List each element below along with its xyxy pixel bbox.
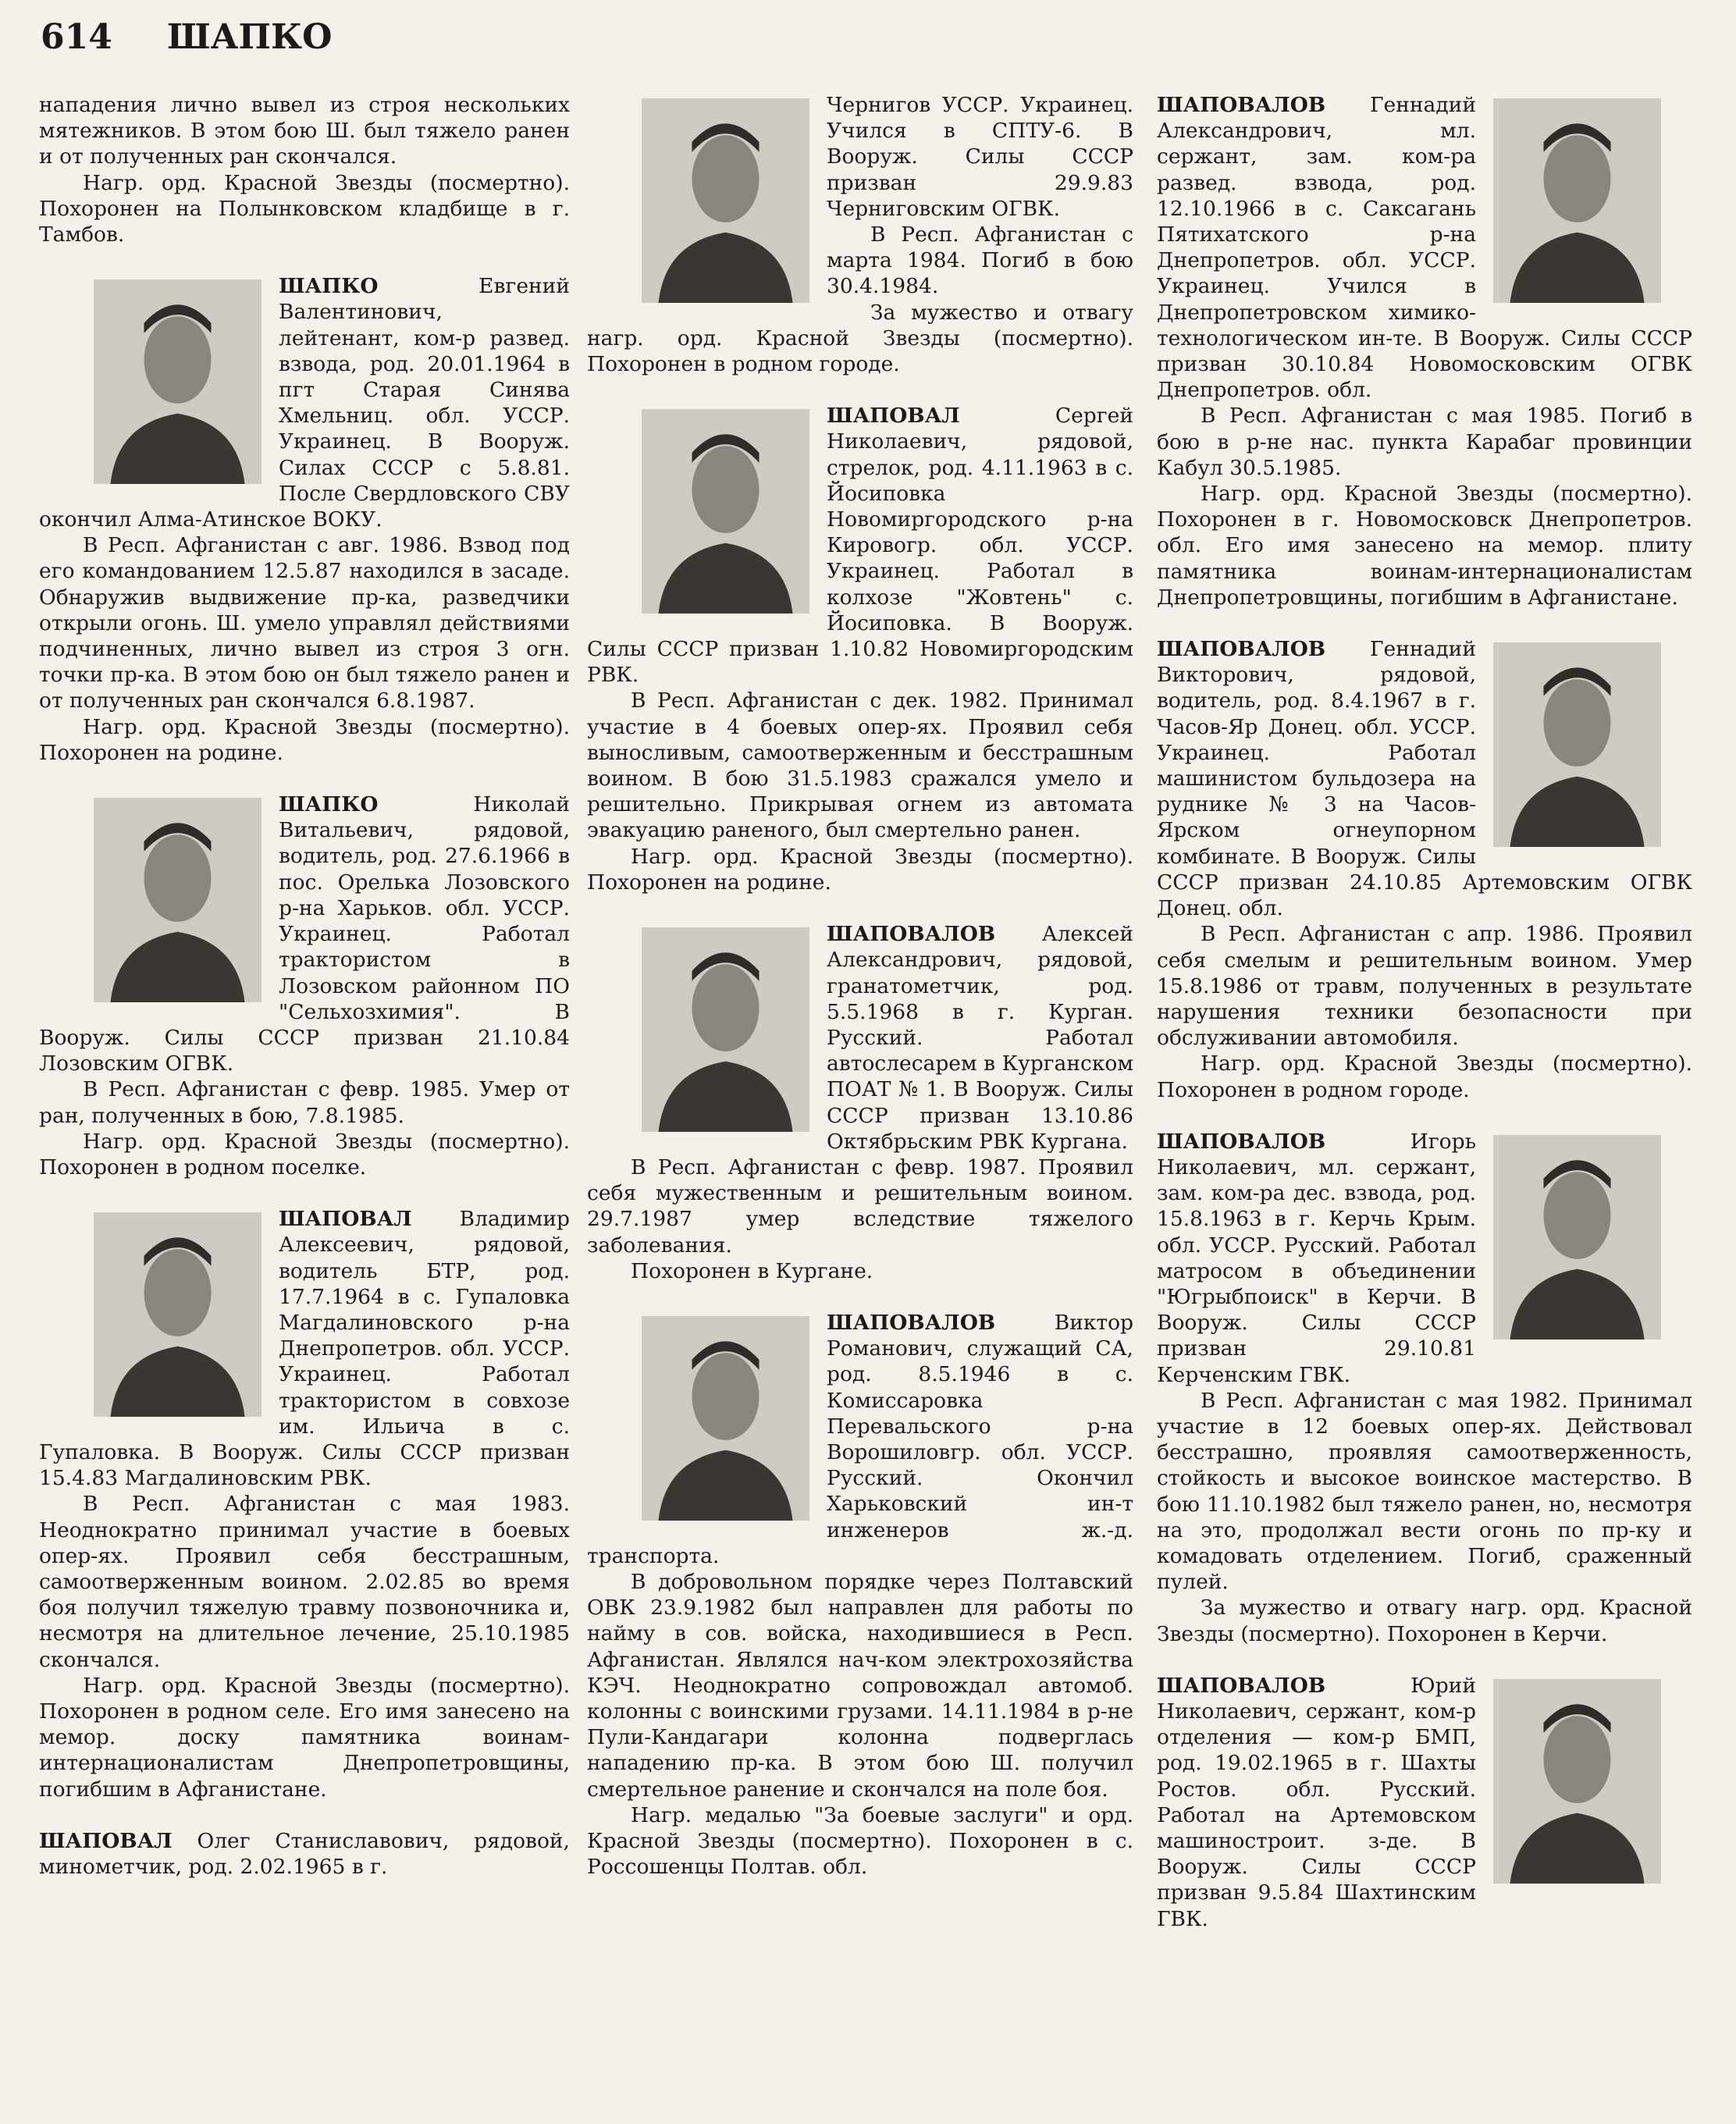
biography-entry [587, 403, 1133, 895]
entry-paragraph [1157, 1388, 1692, 1596]
portrait-photo [1493, 1679, 1661, 1884]
portrait-photo [1493, 98, 1661, 303]
entry-paragraph [1157, 1595, 1692, 1646]
entry-paragraph [587, 688, 1133, 843]
entry-surname: ШАПОВАЛ [827, 404, 960, 429]
entry-text: В добровольном порядке через Полтавский ОВК 23.9.1982 был направлен для работы по найму в сов. войска, находившиеся в Респ. Афганистан. Являлся нач-ком электрохозяйства КЭЧ. Неоднократно сопровождал автомоб. колонны с воинскими грузами. 14.11.1984 в р-не Пули-Кандагари колонна подверглась нападению пр-ка. В этом бою Ш. получил смертельное ранение и скончался на поле боя. [587, 1569, 1133, 1802]
entry-text: В Респ. Афганистан с мая 1985. Погиб в бою в р-не нас. пункта Карабаг провинции Кабул 30.5.1985. [1157, 404, 1692, 480]
entry-paragraph [587, 1802, 1133, 1880]
entry-text: Алексей Александрович, рядовой, гранатометчик, род. 5.5.1968 в г. Курган. Русский. Работал автослесарем в Курганском ПОАТ № 1. В Вооруж. Силы СССР призван 13.10.86 Октябрьским РВК Кургана. [827, 922, 1133, 1154]
entry-surname: ШАПОВАЛОВ [1157, 1129, 1326, 1154]
page-header [41, 17, 332, 64]
portrait-photo [94, 279, 261, 484]
entry-paragraph [587, 1258, 1133, 1284]
portrait-photo [1493, 642, 1661, 847]
biography-entry [1157, 92, 1692, 610]
entry-paragraph [1157, 921, 1692, 1051]
entry-text: За мужество и отвагу нагр. орд. Красной Звезды (посмертно). Похоронен в родном городе. [587, 300, 1133, 377]
text-column-2 [587, 92, 1133, 1905]
portrait-photo [94, 1212, 261, 1417]
portrait-photo [94, 798, 261, 1002]
running-head: ШАПКО [166, 17, 333, 57]
entry-paragraph [587, 844, 1133, 895]
entry-surname: ШАПОВАЛОВ [827, 922, 996, 947]
portrait-photo [642, 98, 809, 303]
entry-text: Геннадий Александрович, мл. сержант, зам. ком-ра развед. взвода, род. 12.10.1966 в с. Саксагань Пятихатского р-на Днепропетров. обл. УССР. Украинец. Учился в Днепропетровском химико-технологическом ин-те. В Вооруж. Силы СССР призван 30.10.84 Новомосковским ОГВК Днепропетров. обл. [1157, 93, 1692, 403]
entry-paragraph [587, 300, 1133, 378]
entry-surname: ШАПОВАЛОВ [827, 1310, 996, 1335]
biography-entry [587, 92, 1133, 377]
entry-text: Владимир Алексеевич, рядовой, водитель БТР, род. 17.7.1964 в с. Гупаловка Магдалиновского р-на Днепропетров. обл. УССР. Украинец. Работал трактористом в совхозе им. Ильича в с. Гупаловка. В Вооруж. Силы СССР призван 15.4.83 Магдалиновским РВК. [39, 1207, 570, 1491]
page-number: 614 [41, 17, 112, 57]
entry-text: Чернигов УССР. Украинец. Учился в СПТУ-6. В Вооруж. Силы СССР призван 29.9.83 Черниговским ОГВК. [827, 93, 1133, 221]
entry-paragraph [587, 1569, 1133, 1802]
entry-paragraph [1157, 1051, 1692, 1102]
entry-paragraph [1157, 481, 1692, 610]
entry-text: В Респ. Афганистан с марта 1984. Погиб в бою 30.4.1984. [827, 222, 1133, 299]
entry-text: Нагр. орд. Красной Звезды (посмертно). Похоронен в родном поселке. [39, 1129, 570, 1179]
entry-paragraph [39, 1076, 570, 1128]
entry-text: Нагр. орд. Красной Звезды (посмертно). Похоронен в родном селе. Его имя занесено на мемор. доску памятника воинам-интернационалистам Днепропетровщины, погибшим в Афганистане. [39, 1673, 570, 1802]
entry-surname: ШАПОВАЛОВ [1157, 1673, 1326, 1698]
entry-surname: ШАПОВАЛОВ [1157, 637, 1326, 662]
entry-paragraph [39, 1129, 570, 1180]
entry-surname: ШАПОВАЛ [279, 1207, 412, 1232]
entry-surname: ШАПКО [279, 792, 379, 817]
entry-text: Виктор Романович, служащий СА, род. 8.5.1946 в с. Комиссаровка Перевальского р-на Ворошиловгр. обл. УССР. Русский. Окончил Харьковский ин-т инженеров ж.-д. транспорта. [587, 1310, 1133, 1568]
entry-text: В Респ. Афганистан с апр. 1986. Проявил себя смелым и решительным воином. Умер 15.8.1986 от травм, полученных в результате нарушения техники безопасности при обслуживании автомобиля. [1157, 922, 1692, 1051]
entry-text: За мужество и отвагу нагр. орд. Красной Звезды (посмертно). Похоронен в Керчи. [1157, 1596, 1692, 1646]
entry-text: Похоронен в Кургане. [631, 1258, 873, 1283]
entry-text: Нагр. орд. Красной Звезды (посмертно). Похоронен на родине. [39, 714, 570, 765]
portrait-photo [642, 409, 809, 614]
entry-text: Нагр. орд. Красной Звезды (посмертно). Похоронен в родном городе. [1157, 1051, 1692, 1102]
biography-entry [1157, 636, 1692, 1103]
entry-paragraph [1157, 403, 1692, 481]
entry-text: Нагр. орд. Красной Звезды (посмертно). Похоронен в г. Новомосковск Днепропетров. обл. Его имя занесено на мемор. плиту памятника воинам-интернационалистам Днепропетровщины, погибшим в Афганистане. [1157, 482, 1692, 610]
biography-entry [39, 792, 570, 1180]
biography-entry [587, 921, 1133, 1284]
text-column-1 [39, 92, 570, 1905]
biography-entry [587, 1310, 1133, 1880]
biography-entry [39, 1828, 570, 1880]
entry-text: нападения лично вывел из строя нескольких мятежников. В этом бою Ш. был тяжело ранен и от полученных ран скончался. [39, 93, 570, 169]
biography-entry [39, 1206, 570, 1802]
biography-entry [39, 92, 570, 247]
portrait-photo [642, 927, 809, 1132]
entry-surname: ШАПКО [279, 274, 379, 299]
entry-text: Игорь Николаевич, мл. сержант, зам. ком-ра дес. взвода, род. 15.8.1963 в г. Керчь Крым. обл. УССР. Русский. Работал матросом в объединении "Югрыбпоиск" в Керчи. В Вооруж. Силы СССР призван 29.10.81 Керченским ГВК. [1157, 1129, 1476, 1387]
entry-paragraph [39, 170, 570, 248]
entry-paragraph [587, 1155, 1133, 1258]
entry-text: Сергей Николаевич, рядовой, стрелок, род. 4.11.1963 в с. Йосиповка Новомиргородского р-на Кировогр. обл. УССР. Украинец. Работал в колхозе "Жовтень" с. Йосиповка. В Вооруж. Силы СССР призван 1.10.82 Новомиргородским РВК. [587, 404, 1133, 688]
entry-surname: ШАПОВАЛ [39, 1828, 173, 1853]
entry-text: В Респ. Афганистан с февр. 1987. Проявил себя мужественным и решительным воином. 29.7.1987 умер вследствие тяжелого заболевания. [587, 1155, 1133, 1258]
biography-entry [1157, 1129, 1692, 1647]
entry-paragraph [39, 1491, 570, 1672]
entry-paragraph [39, 714, 570, 766]
entry-text: В Респ. Афганистан с февр. 1985. Умер от ран, полученных в бою, 7.8.1985. [39, 1077, 570, 1128]
entry-paragraph [39, 92, 570, 170]
entry-text: Нагр. медалью "За боевые заслуги" и орд. Красной Звезды (посмертно). Похоронен в с. Россошенцы Полтав. обл. [587, 1802, 1133, 1880]
entry-text: В Респ. Афганистан с мая 1983. Неоднократно принимал участие в боевых опер-ях. Проявил себя бесстрашным, самоотверженным воином. 2.02.85 во время боя получил тяжелую травму позвоночника и, несмотря на длительное лечение, 25.10.1985 скончался. [39, 1492, 570, 1672]
portrait-photo [1493, 1135, 1661, 1340]
entry-text: Геннадий Викторович, рядовой, водитель, род. 8.4.1967 в г. Часов-Яр Донец. обл. УССР. Украинец. Работал машинистом бульдозера на руднике № 3 на Часов-Ярском огнеупорном комбинате. В Вооруж. Силы СССР призван 24.10.85 Артемовским ОГВК Донец. обл. [1157, 637, 1692, 921]
entry-text: Олег Станиславович, рядовой, минометчик, род. 2.02.1965 в г. [39, 1828, 570, 1879]
entry-text: Николай Витальевич, рядовой, водитель, род. 27.6.1966 в пос. Орелька Лозовского р-на Харьков. обл. УССР. Украинец. Работал трактористом в Лозовском районном ПО "Сельхозхимия". В Вооруж. Силы СССР призван 21.10.84 Лозовским ОГВК. [39, 792, 570, 1076]
biography-entry [39, 273, 570, 766]
entry-text: Евгений Валентинович, лейтенант, ком-р развед. взвода, род. 20.01.1964 в пгт Старая Синява Хмельниц. обл. УССР. Украинец. В Вооруж. Силах СССР с 5.8.81. После Свердловского СВУ окончил Алма-Атинское ВОКУ. [39, 274, 570, 532]
entry-text: Юрий Николаевич, сержант, ком-р отделения — ком-р БМП, род. 19.02.1965 в г. Шахты Ростов. обл. Русский. Работал на Артемовском машиностроит. з-де. В Вооруж. Силы СССР призван 9.5.84 Шахтинским ГВК. [1157, 1673, 1476, 1931]
text-column-3 [1157, 92, 1692, 1958]
entry-text: Нагр. орд. Красной Звезды (посмертно). Похоронен на Полынковском кладбище в г. Тамбов. [39, 170, 570, 247]
biography-entry [1157, 1673, 1692, 1932]
entry-text: В Респ. Афганистан с дек. 1982. Принимал участие в 4 боевых опер-ях. Проявил себя выносливым, самоотверженным и бесстрашным воином. В бою 31.5.1983 сражался умело и решительно. Прикрывая огнем из автомата эвакуацию раненого, был смертельно ранен. [587, 688, 1133, 843]
portrait-photo [642, 1316, 809, 1521]
entry-surname: ШАПОВАЛОВ [1157, 93, 1326, 117]
entry-text: В Респ. Афганистан с авг. 1986. Взвод под его командованием 12.5.87 находился в засаде. Обнаружив выдвижение пр-ка, разведчики открыли огонь. Ш. умело управлял действиями подчиненных, лично вывел из строя 3 огн. точки пр-ка. В этом бою он был тяжело ранен и от полученных ран скончался 6.8.1987. [39, 533, 570, 713]
entry-text: Нагр. орд. Красной Звезды (посмертно). Похоронен на родине. [587, 844, 1133, 895]
entry-paragraph [39, 1673, 570, 1802]
entry-paragraph [39, 1828, 570, 1880]
entry-text: В Респ. Афганистан с мая 1982. Принимал участие в 12 боевых опер-ях. Действовал бесстрашно, проявляя самоотверженность, стойкость и высокое воинское мастерство. В бою 11.10.1982 был тяжело ранен, но, несмотря на это, продолжал вести огонь по пр-ку и комадовать отделением. Погиб, сраженный пулей. [1157, 1388, 1692, 1595]
entry-paragraph [39, 532, 570, 713]
